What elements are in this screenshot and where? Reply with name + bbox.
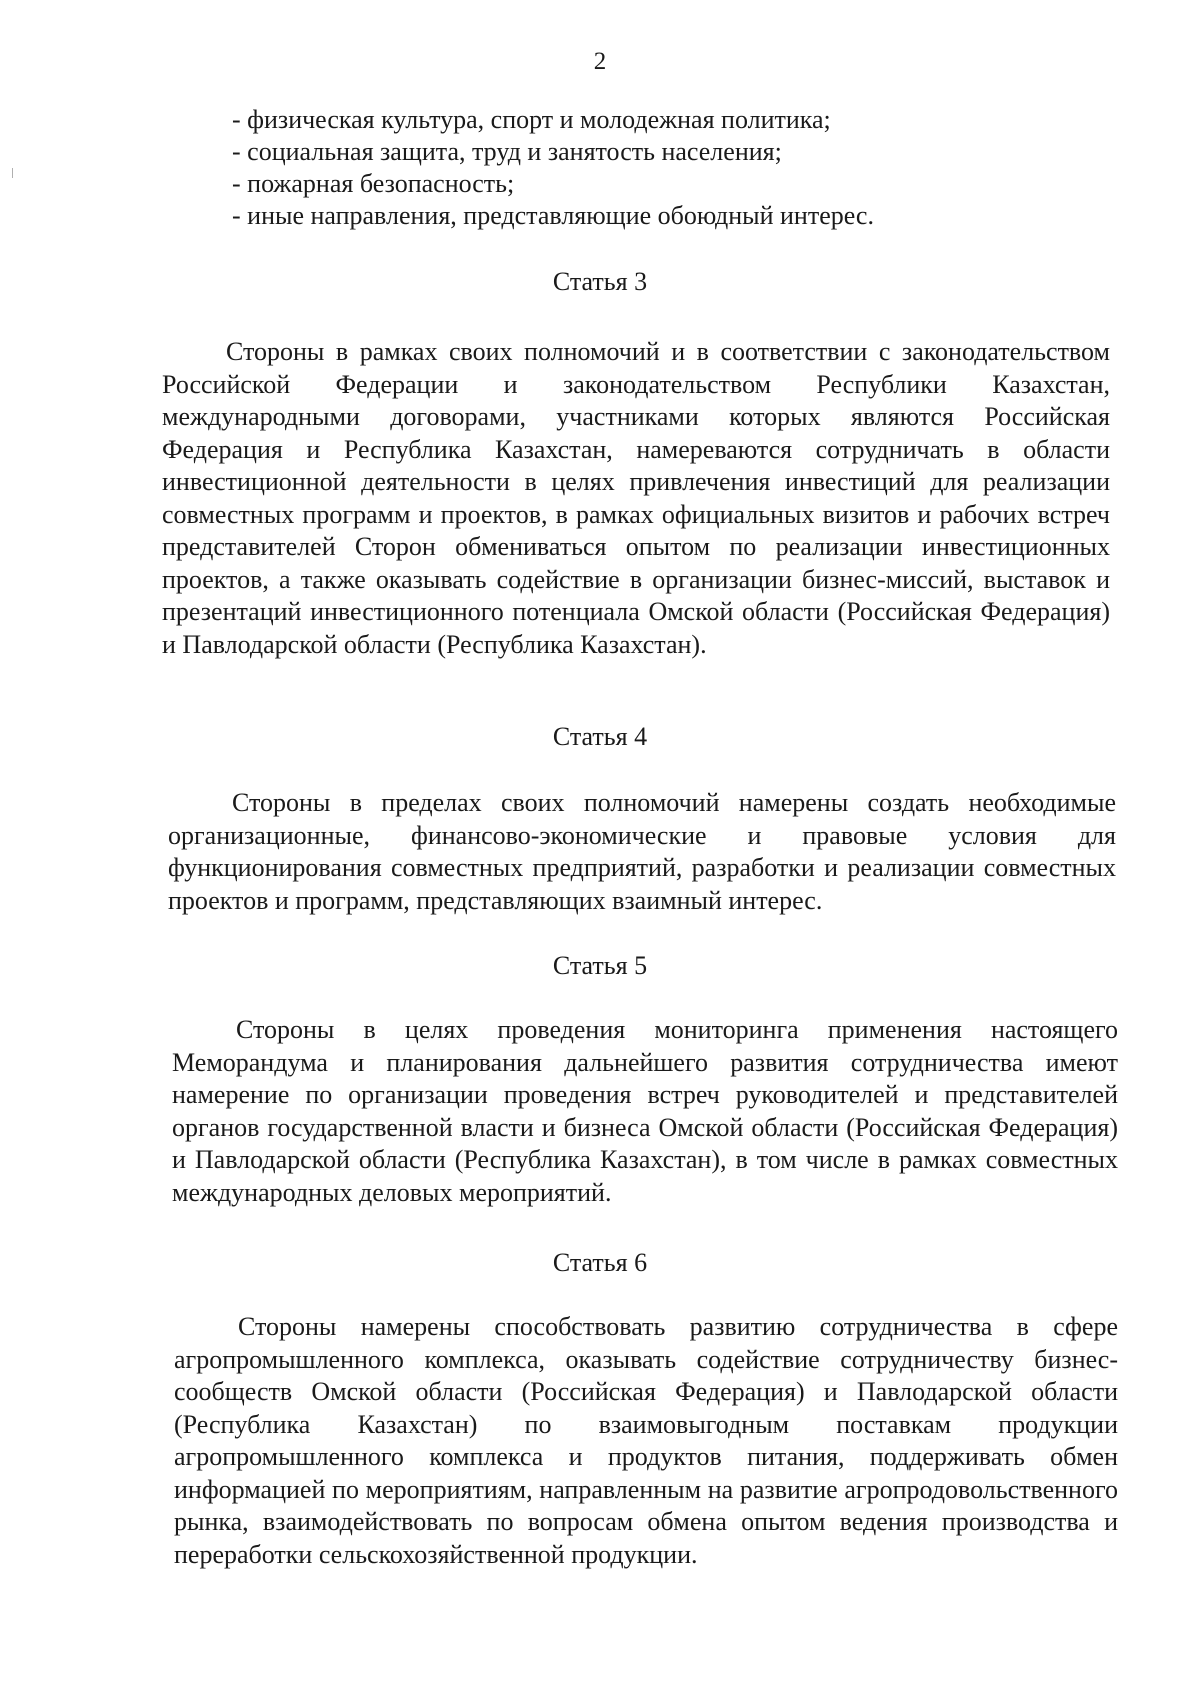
article-5-text: Стороны в целях проведения мониторинга применения настоящего Меморандума и планирования дальнейшего развития сотрудничества имеют намерение по организации проведения встреч руководителей и представителей органов государственной власти и бизнеса Омской области (Российская Федерация) и Павлодарской области (Республика Казахстан), в том числе в рамках совместных международных деловых мероприятий. xyxy=(172,1015,1118,1207)
list-item: - физическая культура, спорт и молодежная политика; xyxy=(232,105,831,134)
article-4-heading: Статья 4 xyxy=(552,722,648,751)
list-item: - иные направления, представляющие обоюдный интерес. xyxy=(232,201,874,230)
scan-edge-mark xyxy=(12,168,13,178)
article-4-text: Стороны в пределах своих полномочий намерены создать необходимые организационные, финансово-экономические и правовые условия для функционирования совместных предприятий, разработки и реализации совместных проектов и программ, представляющих взаимный интерес. xyxy=(168,788,1116,915)
directions-list xyxy=(232,104,874,232)
list-item: - пожарная безопасность; xyxy=(232,169,515,198)
page-number: 2 xyxy=(593,48,607,75)
article-5-heading: Статья 5 xyxy=(552,951,648,980)
article-6-text: Стороны намерены способствовать развитию сотрудничества в сфере агропромышленного комплекса, оказывать содействие сотрудничеству бизнес-сообществ Омской области (Российская Федерация) и Павлодарской области (Республика Казахстан) по взаимовыгодным поставкам продукции агропромышленного комплекса и продуктов питания, поддерживать обмен информацией по мероприятиям, направленным на развитие агропродовольственного рынка, взаимодействовать по вопросам обмена опытом ведения производства и переработки сельскохозяйственной продукции. xyxy=(174,1312,1118,1569)
article-6-heading: Статья 6 xyxy=(552,1248,648,1277)
list-item: - социальная защита, труд и занятость населения; xyxy=(232,137,782,166)
article-3-text: Стороны в рамках своих полномочий и в соответствии с законодательством Российской Федерации и законодательством Республики Казахстан, международными договорами, участниками которых являются Российская Федерация и Республика Казахстан, намереваются сотрудничать в области инвестиционной деятельности в целях привлечения инвестиций для реализации совместных программ и проектов, в рамках официальных визитов и рабочих встреч представителей Сторон обмениваться опытом по реализации инвестиционных проектов, а также оказывать содействие в организации бизнес-миссий, выставок и презентаций инвестиционного потенциала Омской области (Российская Федерация) и Павлодарской области (Республика Казахстан). xyxy=(162,337,1110,659)
article-3-heading: Статья 3 xyxy=(552,267,648,296)
